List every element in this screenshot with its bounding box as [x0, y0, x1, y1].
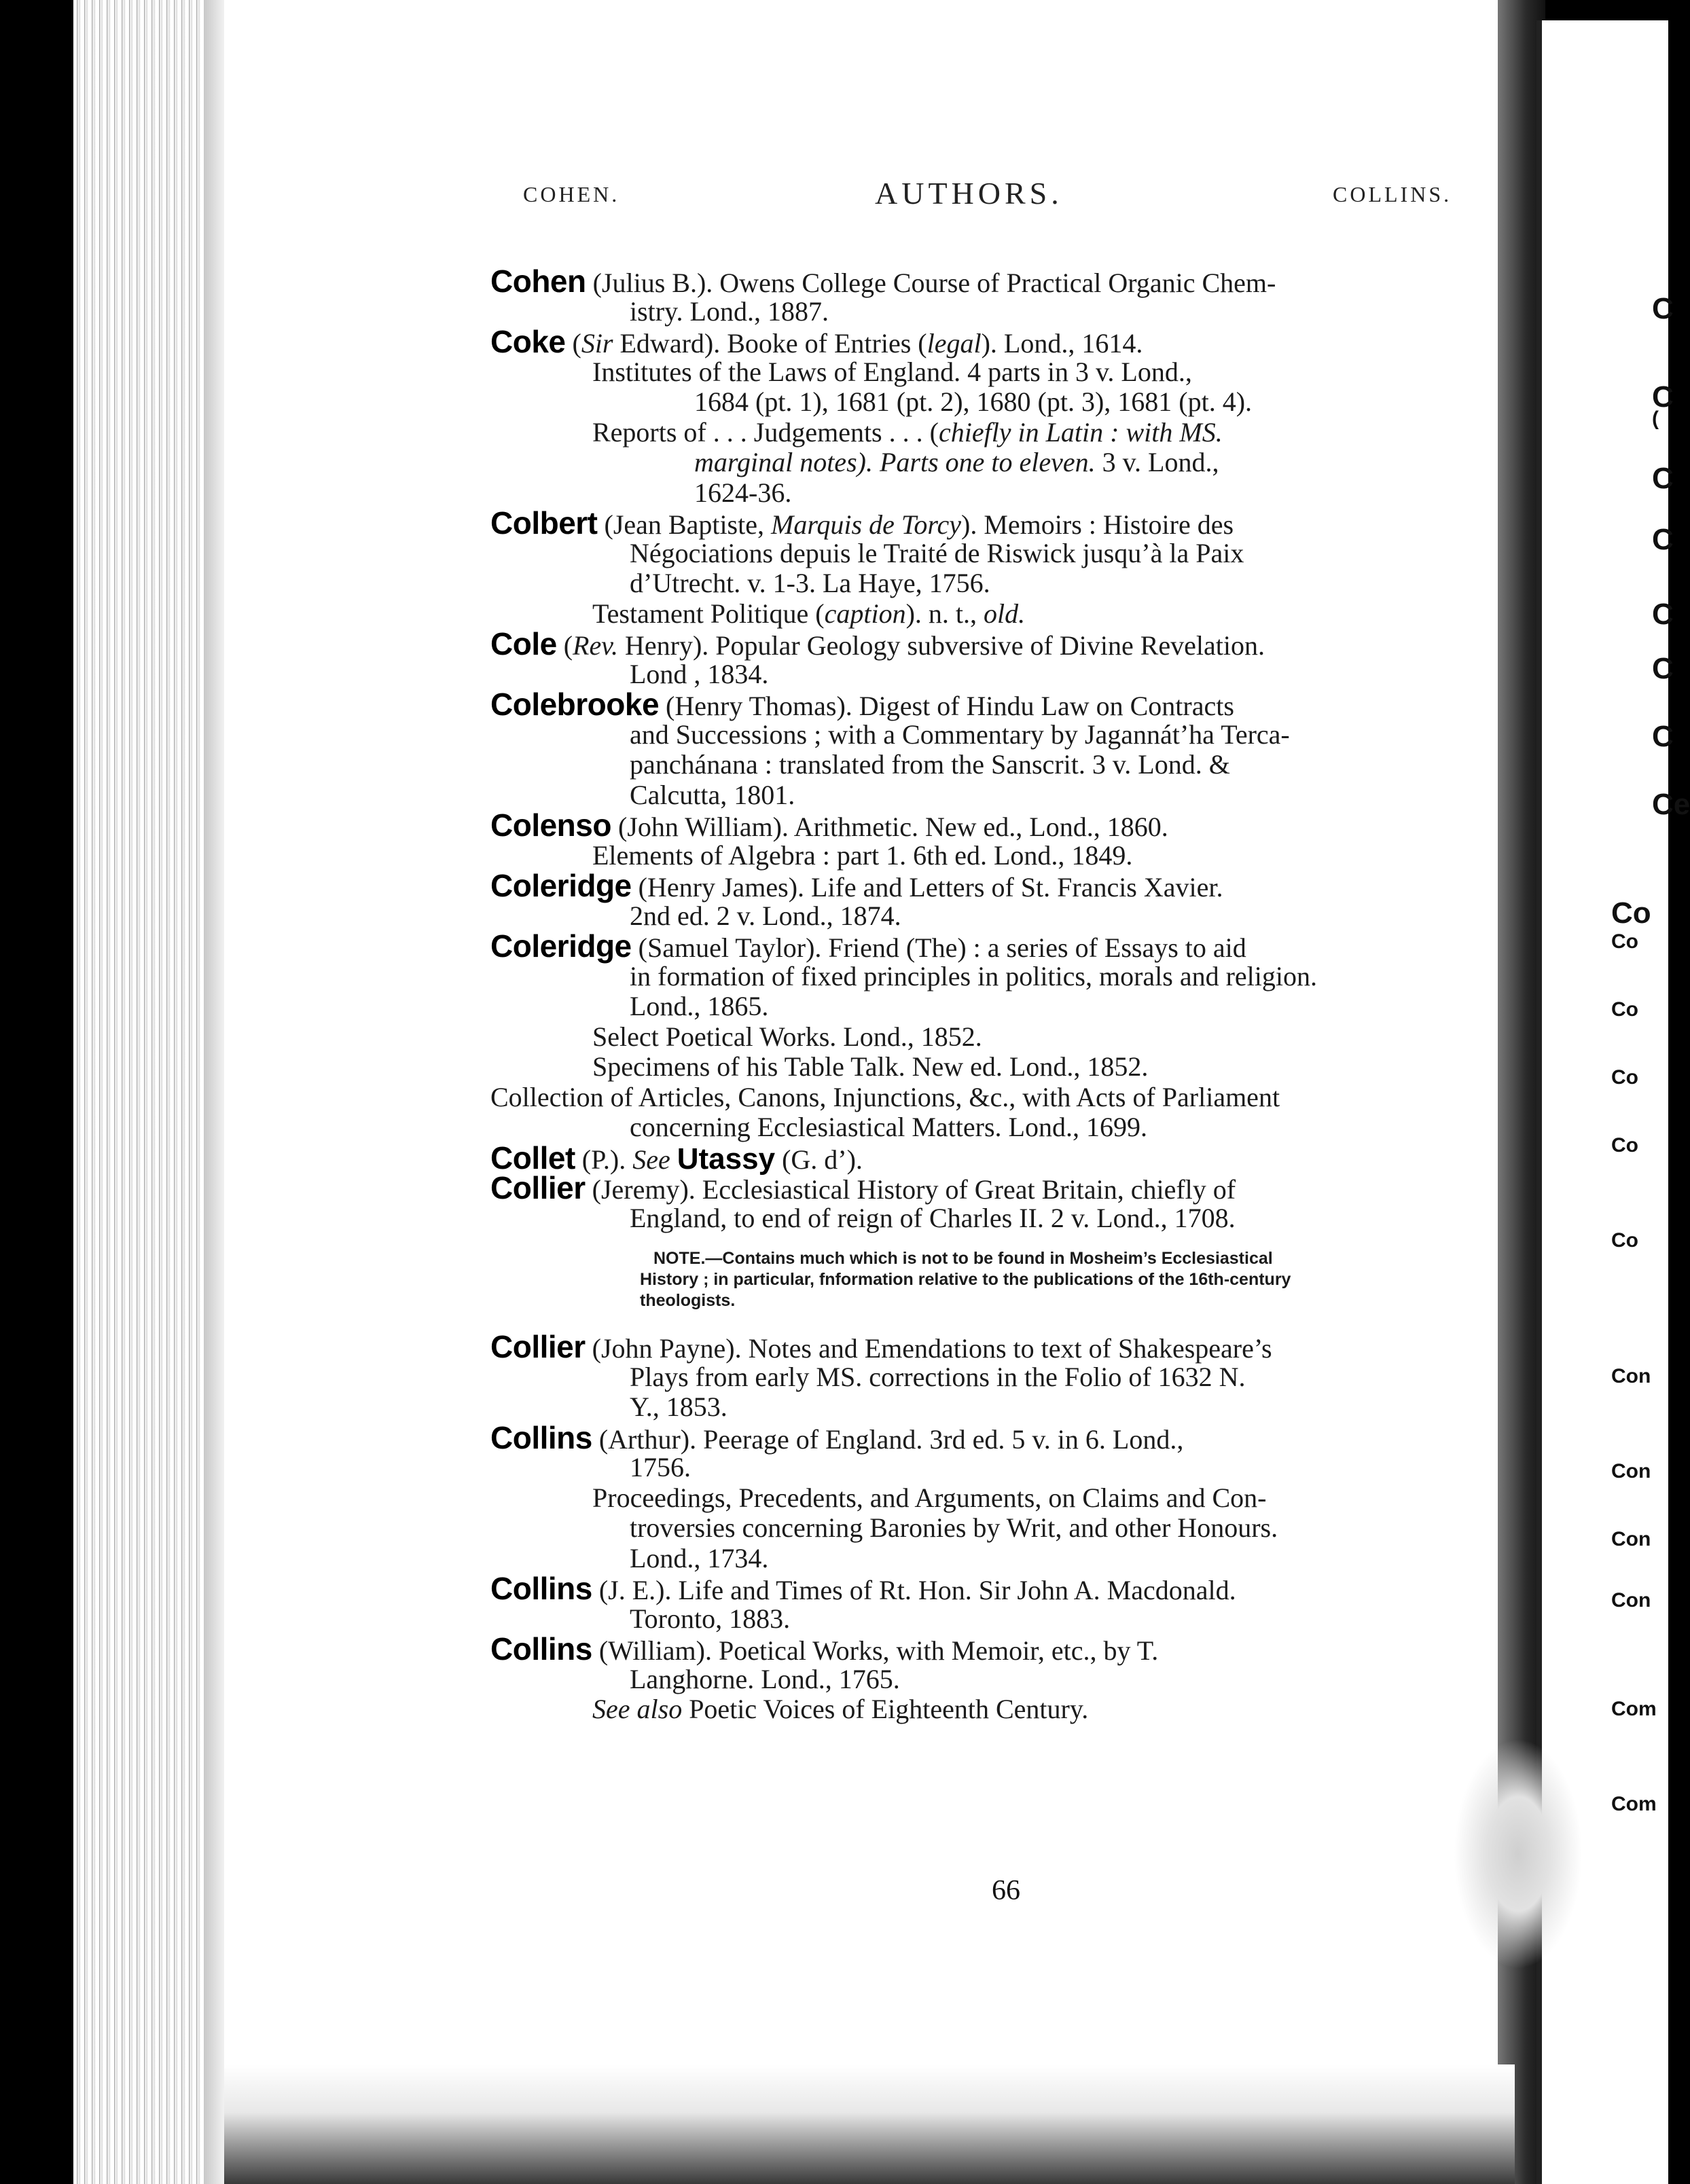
entry-text: Reports of . . . Judgements . . . ( [592, 416, 939, 448]
entry-text: troversies concerning Baronies by Writ, and other Honours. [630, 1512, 1278, 1543]
entry-text: Elements of Algebra : part 1. 6th ed. Lond., 1849. [592, 839, 1133, 871]
entry-text: (Jeremy). Ecclesiastical History of Great Britain, chiefly of [585, 1174, 1236, 1205]
entry-first-line [490, 1573, 1482, 1604]
entry-first-line [490, 807, 1482, 843]
right-page-fragment: Co [1611, 998, 1638, 1021]
right-page-fragment: Ce [1652, 788, 1690, 821]
entry-first-line [490, 868, 1482, 903]
catalog-entry [490, 505, 1482, 629]
entry-text: legal [927, 328, 982, 359]
entry-text: (G. d’). [775, 1144, 863, 1175]
entry-text: Institutes of the Laws of England. 4 parts in 3 v. Lond., [592, 356, 1192, 387]
entry-text: Calcutta, 1801. [630, 779, 795, 810]
entry-continuation-line [490, 1112, 1482, 1143]
right-page-fragment: Co [1611, 896, 1651, 930]
entry-text: 1624-36. [694, 477, 792, 508]
entry-continuation-line [490, 1022, 1482, 1053]
author-heading: Collier [490, 1329, 586, 1364]
entry-text: (J. E.). Life and Times of Rt. Hon. Sir John A. Macdonald. [592, 1575, 1236, 1605]
entry-first-line [490, 1140, 1482, 1176]
entry-continuation-line [490, 659, 1482, 690]
right-page-fragment: Com [1611, 1793, 1657, 1815]
entry-continuation-line [490, 1392, 1482, 1423]
entry-text: concerning Ecclesiastical Matters. Lond., 1699. [630, 1112, 1147, 1142]
entry-text: England, to end of reign of Charles II. 2 v. Lond., 1708. [630, 1202, 1236, 1233]
entry-text: (Samuel Taylor). Friend (The) : a series of Essays to aid [631, 932, 1246, 963]
entry-continuation-line [490, 1453, 1482, 1483]
entry-text: Specimens of his Table Talk. New ed. Lond., 1852. [592, 1051, 1149, 1082]
entry-continuation-line [490, 1052, 1482, 1082]
right-page-fragment: Con [1611, 1460, 1651, 1482]
entry-text: Langhorne. Lond., 1765. [630, 1663, 900, 1694]
author-heading: Cohen [490, 263, 586, 299]
entry-continuation-line [490, 962, 1482, 992]
catalog-entry [490, 807, 1482, 871]
entry-text: (P.). [575, 1144, 633, 1175]
entry-text: See [632, 1144, 670, 1175]
entry-continuation-line [490, 599, 1482, 630]
entry-text: (John William). Arithmetic. New ed., Lond., 1860. [611, 812, 1168, 842]
entry-continuation-line [490, 297, 1482, 327]
entry-continuation-line [490, 448, 1482, 478]
entry-text: Proceedings, Precedents, and Arguments, on Claims and Con- [592, 1482, 1267, 1513]
entry-text: Sir [581, 328, 613, 359]
right-page-fragment: Co [1611, 1134, 1638, 1157]
entry-first-line [490, 626, 1482, 661]
entry-continuation-line [490, 991, 1482, 1022]
catalog-entries [490, 263, 1482, 1725]
entry-continuation-line [490, 750, 1482, 780]
author-heading: Collins [490, 1571, 592, 1606]
catalog-entry [490, 928, 1482, 1082]
author-heading: Coleridge [490, 928, 632, 964]
entry-text: Rev. [573, 630, 618, 661]
right-page-fragment: C [1652, 380, 1674, 414]
catalog-entry [490, 626, 1482, 689]
entry-text: (Arthur). Peerage of England. 3rd ed. 5 v. in 6. Lond., [592, 1423, 1184, 1455]
entry-first-line [490, 263, 1482, 299]
entry-text: (John Payne). Notes and Emendations to text of Shakespeare’s [585, 1333, 1272, 1364]
running-head-left: COHEN. [523, 182, 620, 206]
running-head-title: AUTHORS. [875, 176, 1063, 211]
entry-text: istry. Lond., 1887. [630, 295, 829, 327]
page-number: 66 [992, 1875, 1020, 1906]
author-heading: Collier [490, 1170, 586, 1205]
right-page-fragment: ( [1652, 407, 1659, 430]
entry-continuation-line [490, 357, 1482, 388]
entry-text: old. [984, 598, 1026, 629]
entry-text: ). n. t., [905, 598, 984, 629]
entry-continuation-line [490, 1362, 1482, 1393]
entry-continuation-line [490, 539, 1482, 569]
right-page-fragment: Co [1611, 1229, 1638, 1252]
right-page-fragment: C [1652, 598, 1674, 631]
author-heading: Collet [490, 1140, 575, 1176]
entry-text: (Henry James). Life and Letters of St. Francis Xavier. [631, 872, 1223, 903]
entry-text: Toronto, 1883. [630, 1603, 791, 1634]
catalog-entry [490, 868, 1482, 931]
entry-continuation-line [490, 1544, 1482, 1574]
entry-continuation-line [490, 568, 1482, 599]
right-page-fragment: C [1652, 462, 1674, 495]
entry-text: Edward). Booke of Entries ( [613, 328, 927, 359]
entry-continuation-line [490, 1604, 1482, 1635]
entry-text: caption [824, 598, 906, 629]
entry-text: See also [592, 1694, 683, 1724]
entry-continuation-line [490, 418, 1482, 448]
entry-first-line [490, 324, 1482, 359]
entry-continuation-line [490, 387, 1482, 418]
entry-continuation-line [490, 1203, 1482, 1234]
author-heading: Coke [490, 324, 566, 359]
catalog-entry [490, 1170, 1482, 1332]
entry-text: Négociations depuis le Traité de Riswick jusqu’à la Paix [630, 537, 1244, 568]
right-page-fragment: C [1652, 523, 1674, 556]
entry-text: Plays from early MS. corrections in the Folio of 1632 N. [630, 1361, 1246, 1392]
right-page-fragment: Com [1611, 1698, 1657, 1720]
author-heading: Collins [490, 1419, 592, 1455]
author-heading: Colenso [490, 807, 611, 843]
entry-continuation-line [490, 1664, 1482, 1695]
entry-continuation-line [490, 1483, 1482, 1514]
entry-text [670, 1144, 677, 1175]
right-page-fragment: Con [1611, 1528, 1651, 1550]
entry-text: Select Poetical Works. Lond., 1852. [592, 1021, 982, 1052]
entry-first-line [490, 928, 1482, 964]
entry-text: 1684 (pt. 1), 1681 (pt. 2), 1680 (pt. 3), 1681 (pt. 4). [694, 386, 1253, 417]
entry-note: History ; in particular, fnformation relative to the publications of the 16th-century [640, 1270, 1291, 1289]
right-page-fragment: Co [1611, 930, 1638, 953]
entry-text: Collection of Articles, Canons, Injunctions, &c., with Acts of Parliament [490, 1081, 1280, 1112]
entry-first-line [490, 1329, 1482, 1364]
right-page-fragment: C [1652, 652, 1674, 685]
entry-continuation-line [490, 780, 1482, 811]
catalog-entry [490, 1573, 1482, 1634]
catalog-entry [490, 1082, 1482, 1143]
entry-first-line [490, 1631, 1482, 1667]
entry-text: panchánana : translated from the Sanscrit. 3 v. Lond. & [630, 749, 1230, 780]
catalog-entry [490, 1329, 1482, 1423]
entry-text: (Jean Baptiste, [597, 509, 771, 540]
author-heading: Coleridge [490, 868, 632, 903]
entry-text: 2nd ed. 2 v. Lond., 1874. [630, 900, 901, 931]
entry-continuation-line [490, 841, 1482, 871]
catalog-entry [490, 689, 1482, 810]
entry-continuation-line [490, 1513, 1482, 1544]
entry-text: 3 v. Lond., [1095, 447, 1219, 477]
catalog-entry [490, 1631, 1482, 1725]
entry-first-line [490, 689, 1482, 720]
entry-first-line [490, 1170, 1482, 1205]
author-heading: Colbert [490, 505, 598, 541]
entry-continuation-line [490, 478, 1482, 509]
entry-first-line [490, 1082, 1482, 1113]
entry-text: Henry). Popular Geology subversive of Divine Revelation. [618, 630, 1265, 661]
entry-text: Y., 1853. [630, 1391, 727, 1422]
entry-text: ). Lond., 1614. [981, 328, 1143, 359]
entry-text: Lond., 1734. [630, 1542, 769, 1573]
entry-text: Poetic Voices of Eighteenth Century. [682, 1694, 1089, 1724]
entry-text: 1756. [630, 1452, 691, 1482]
entry-text: ( [565, 328, 581, 359]
entry-continuation-line [490, 1694, 1482, 1725]
entry-text: (Julius B.). Owens College Course of Practical Organic Chem- [586, 268, 1276, 298]
right-page-fragment: Con [1611, 1589, 1651, 1612]
catalog-entry [490, 1419, 1482, 1574]
author-heading: Cole [490, 626, 557, 661]
right-page-fragment: C [1652, 720, 1674, 753]
entry-text: chiefly in Latin : with MS. [938, 416, 1223, 448]
running-head-right: COLLINS. [1333, 182, 1452, 206]
author-heading: Colebrooke [490, 687, 660, 722]
right-page-fragment: Co [1611, 1066, 1638, 1089]
entry-text: Marquis de Torcy [771, 509, 961, 540]
entry-text: ). Memoirs : Histoire des [961, 509, 1234, 540]
entry-text: marginal notes). Parts one to eleven. [694, 447, 1096, 477]
author-heading: Collins [490, 1631, 592, 1667]
entry-text: ( [556, 630, 573, 661]
entry-text: and Successions ; with a Commentary by Jagannát’ha Terca- [630, 718, 1290, 750]
entry-text: Lond., 1865. [630, 991, 769, 1021]
right-page-fragment: Con [1611, 1365, 1651, 1387]
catalog-entry [490, 324, 1482, 508]
catalog-entry [490, 1140, 1482, 1176]
entry-continuation-line [490, 720, 1482, 750]
entry-note: theologists. [640, 1291, 736, 1310]
right-page-fragment: C [1652, 292, 1674, 325]
entry-text: in formation of fixed principles in politics, morals and religion. [630, 960, 1318, 991]
entry-text: d’Utrecht. v. 1-3. La Haye, 1756. [630, 568, 990, 598]
entry-text: (William). Poetical Works, with Memoir, etc., by T. [592, 1635, 1159, 1666]
entry-first-line [490, 1419, 1482, 1455]
entry-note: NOTE.—Contains much which is not to be found in Mosheim’s Ecclesiastical [653, 1249, 1273, 1268]
entry-continuation-line [490, 901, 1482, 932]
entry-first-line [490, 505, 1482, 541]
entry-text: (Henry Thomas). Digest of Hindu Law on Contracts [659, 691, 1234, 721]
cross-reference: Utassy [677, 1142, 776, 1176]
catalog-entry [490, 263, 1482, 327]
entry-text: Testament Politique ( [592, 598, 825, 629]
entry-text: Lond , 1834. [630, 658, 769, 689]
